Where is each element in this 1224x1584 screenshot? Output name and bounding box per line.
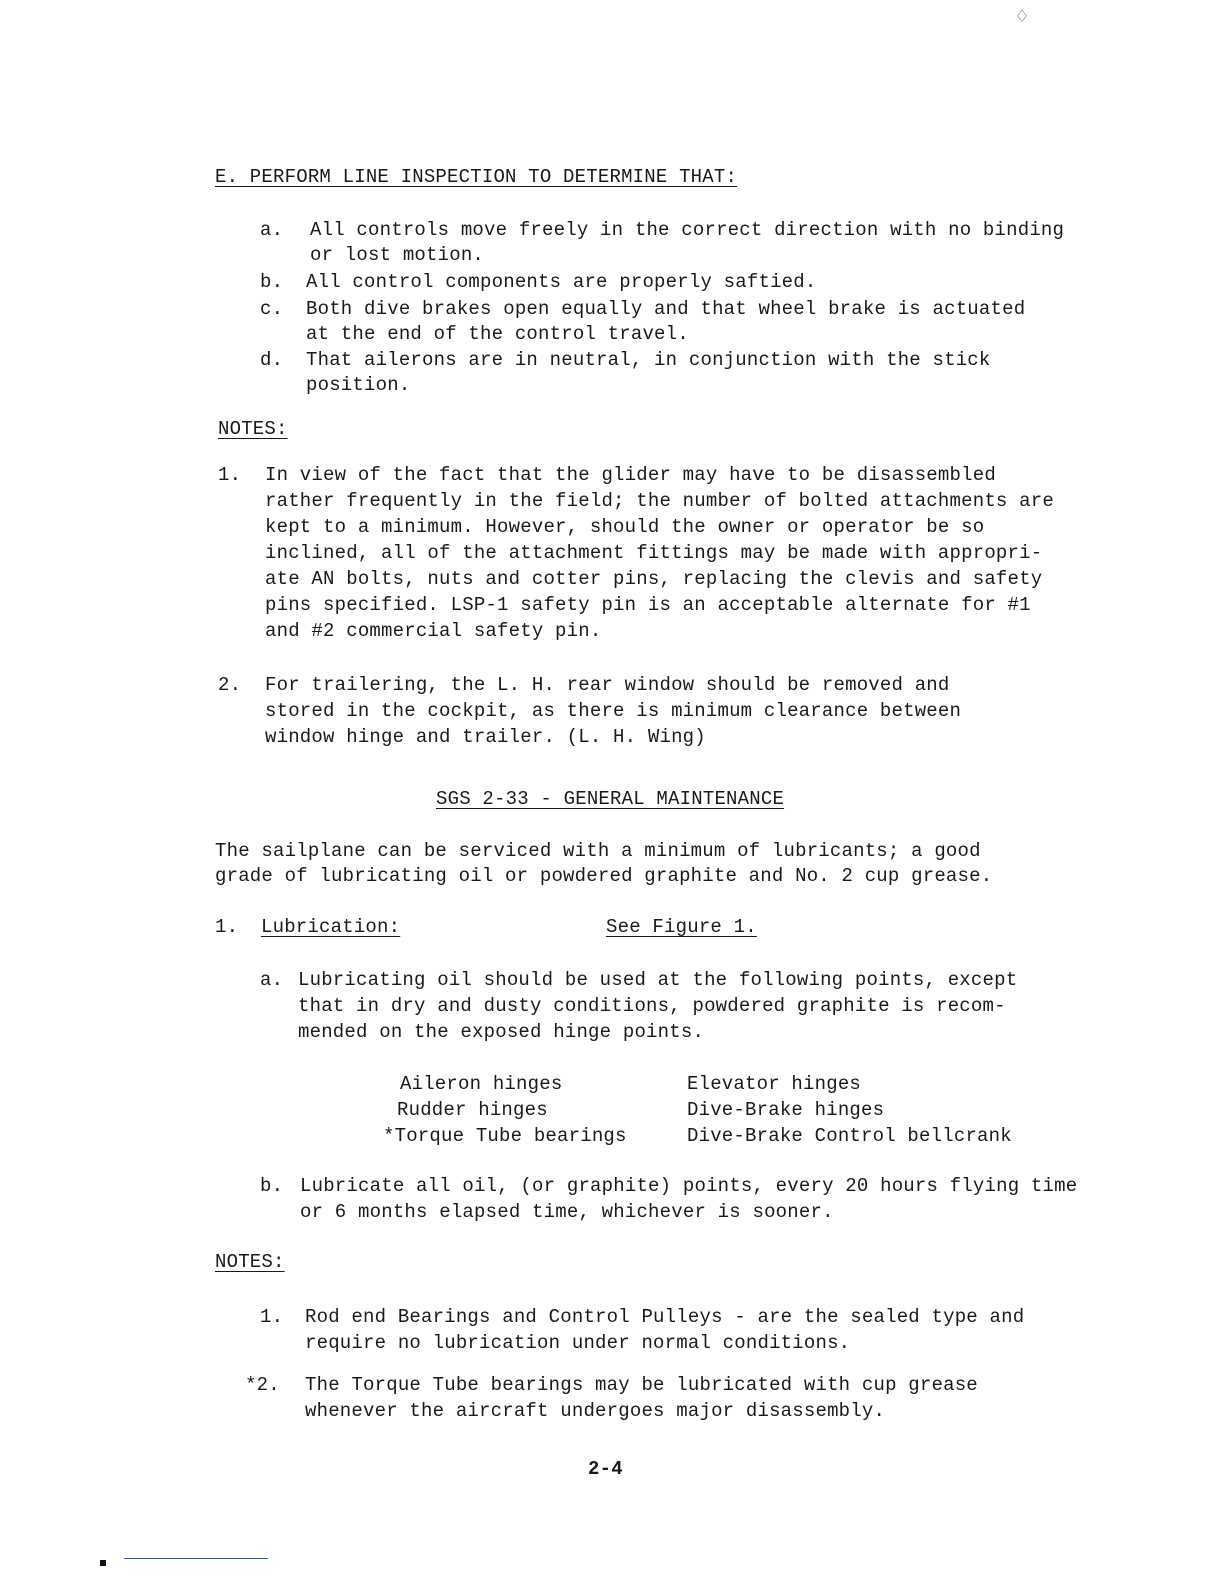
lubrication-a-line-2: that in dry and dusty conditions, powdered graphite is recom- [298,995,1006,1017]
section-e-b-line-1: All control components are properly saftied. [306,271,817,293]
section-e-c-line-2: at the end of the control travel. [306,323,689,345]
section-e-marker-c: c. [260,298,284,320]
notes1-item1-line-3: kept to a minimum. However, should the owner or operator be so [265,516,985,538]
section-e-marker-b: b. [260,271,284,293]
figure-reference: See Figure 1. [606,916,757,938]
notes2-item2-line-2: whenever the aircraft undergoes major disassembly. [305,1400,886,1422]
lubrication-b-marker: b. [260,1175,284,1197]
notes1-marker-1: 1. [218,464,242,486]
lubrication-a-line-1: Lubricating oil should be used at the following points, except [298,969,1018,991]
notes1-item1-line-4: inclined, all of the attachment fittings may be made with appropri- [265,542,1043,564]
section-e-c-line-1: Both dive brakes open equally and that wheel brake is actuated [306,298,1026,320]
section-e-d-line-2: position. [306,374,411,396]
notes1-item2-line-2: stored in the cockpit, as there is minimum clearance between [265,700,962,722]
corner-mark-icon: ♢ [1016,7,1029,30]
section-e-marker-d: d. [260,349,284,371]
maintenance-title: SGS 2-33 - GENERAL MAINTENANCE [436,788,785,810]
notes2-item1-line-2: require no lubrication under normal conditions. [305,1332,851,1354]
bottom-rule [124,1558,268,1559]
lubrication-a-marker: a. [260,969,284,991]
notes-heading-1: NOTES: [218,418,288,440]
lubrication-marker: 1. [215,916,239,938]
point-aileron-hinges: Aileron hinges [400,1073,563,1095]
maintenance-intro-line-2: grade of lubricating oil or powdered graphite and No. 2 cup grease. [215,865,993,887]
notes1-item2-line-3: window hinge and trailer. (L. H. Wing) [265,726,706,748]
section-e-d-line-1: That ailerons are in neutral, in conjunction with the stick [306,349,991,371]
notes2-item2-line-1: The Torque Tube bearings may be lubricated with cup grease [305,1374,978,1396]
section-e-a-line-1: All controls move freely in the correct direction with no binding [310,219,1065,241]
notes1-marker-2: 2. [218,674,242,696]
section-e-marker-a: a. [260,219,284,241]
lubrication-a-line-3: mended on the exposed hinge points. [298,1021,705,1043]
notes1-item2-line-1: For trailering, the L. H. rear window should be removed and [265,674,950,696]
point-dive-brake-hinges: Dive-Brake hinges [687,1099,885,1121]
notes2-item1-line-1: Rod end Bearings and Control Pulleys - are the sealed type and [305,1306,1025,1328]
notes-heading-2: NOTES: [215,1251,285,1273]
maintenance-intro-line-1: The sailplane can be serviced with a minimum of lubricants; a good [215,840,981,862]
scan-mark [100,1560,106,1566]
section-e-heading: E. PERFORM LINE INSPECTION TO DETERMINE THAT: [215,166,738,188]
notes1-item1-line-2: rather frequently in the field; the number of bolted attachments are [265,490,1054,512]
notes1-item1-line-6: pins specified. LSP-1 safety pin is an acceptable alternate for #1 [265,594,1031,616]
lubrication-label: Lubrication: [261,916,401,938]
lubrication-b-line-2: or 6 months elapsed time, whichever is sooner. [300,1201,834,1223]
point-rudder-hinges: Rudder hinges [397,1099,548,1121]
point-torque-tube-bearings: *Torque Tube bearings [383,1125,627,1147]
lubrication-b-line-1: Lubricate all oil, (or graphite) points, every 20 hours flying time [300,1175,1078,1197]
notes2-marker-2: *2. [245,1374,280,1396]
notes2-marker-1: 1. [260,1306,284,1328]
point-elevator-hinges: Elevator hinges [687,1073,862,1095]
page-number: 2-4 [588,1458,623,1480]
point-dive-brake-bellcrank: Dive-Brake Control bellcrank [687,1125,1012,1147]
section-e-a-line-2: or lost motion. [310,244,485,266]
notes1-item1-line-1: In view of the fact that the glider may have to be disassembled [265,464,996,486]
notes1-item1-line-5: ate AN bolts, nuts and cotter pins, replacing the clevis and safety [265,568,1043,590]
notes1-item1-line-7: and #2 commercial safety pin. [265,620,602,642]
